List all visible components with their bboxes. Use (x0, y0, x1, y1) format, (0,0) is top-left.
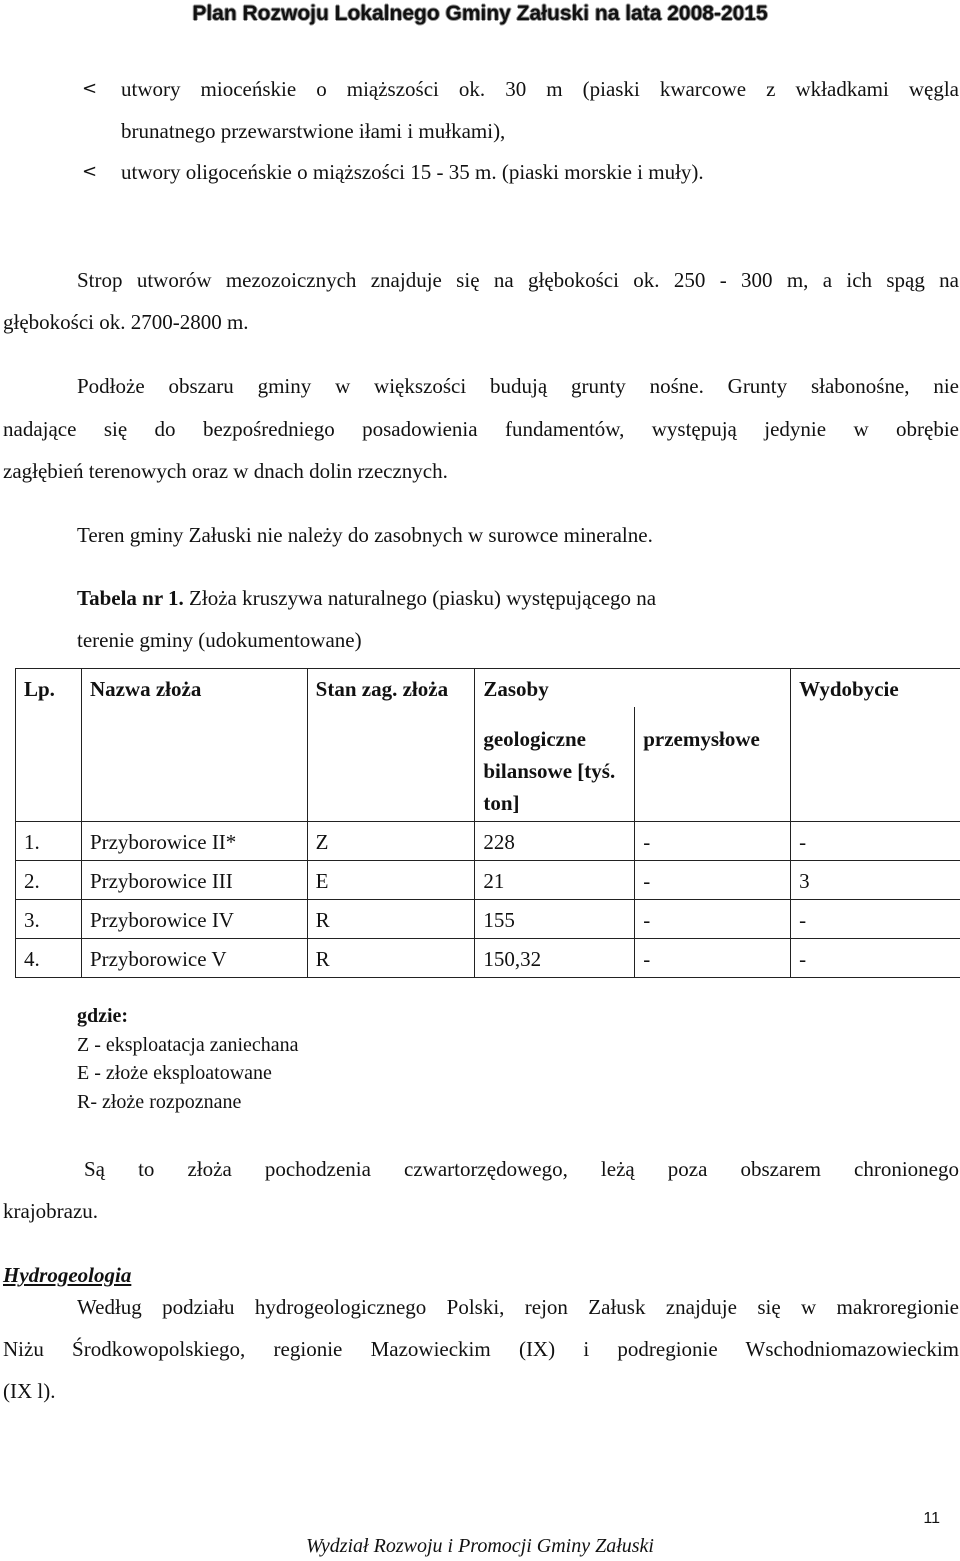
legend (77, 1002, 299, 1116)
header-industrial: przemysłowe (635, 707, 791, 822)
cell-state: E (307, 861, 475, 900)
hydro-line-2: Niżu Środkowopolskiego, regionie Mazowieckim (IX) i podregionie Wschodniomazowieckim (3, 1337, 959, 1361)
cell-state: R (307, 900, 475, 939)
hydro-line-3: (IX l). (3, 1379, 56, 1403)
table-row (16, 939, 960, 978)
cell-lp: 2. (16, 861, 82, 900)
table-row (16, 861, 960, 900)
cell-name: Przyborowice III (81, 861, 307, 900)
legend-title: gdzie: (77, 1005, 129, 1027)
page-number: 11 (923, 1510, 940, 1527)
paragraph-3: Teren gminy Załuski nie należy do zasobnych w surowce mineralne. (77, 523, 653, 547)
paragraph-2-line-3: zagłębień terenowych oraz w dnach dolin rzecznych. (3, 459, 448, 483)
bullet-arrow-icon: < (82, 161, 98, 182)
cell-name: Przyborowice II* (81, 822, 307, 861)
cell-industrial: - (635, 822, 791, 861)
table-caption (77, 588, 656, 609)
header-state: Stan zag. złoża (307, 669, 475, 822)
cell-industrial: - (635, 939, 791, 978)
cell-extraction: 3 (791, 861, 960, 900)
header-geological: geologiczne bilansowe [tyś. ton] (475, 707, 635, 822)
cell-extraction: - (791, 939, 960, 978)
cell-geological: 150,32 (475, 939, 635, 978)
legend-item: Z - eksploatacja zaniechana (77, 1033, 299, 1056)
table-caption-text: Złoża kruszywa naturalnego (piasku) występującego na (183, 586, 657, 610)
legend-item: R- złoże rozpoznane (77, 1090, 242, 1113)
cell-lp: 4. (16, 939, 82, 978)
paragraph-2-line-1: Podłoże obszaru gminy w większości budują grunty nośne. Grunty słabonośne, nie (77, 374, 959, 398)
table-row (16, 822, 960, 861)
paragraph-2-line-2: nadające się do bezpośredniego posadowienia fundamentów, występują jedynie w obrębie (3, 417, 959, 441)
bullet-arrow-icon: < (82, 78, 98, 99)
cell-lp: 3. (16, 900, 82, 939)
cell-name: Przyborowice IV (81, 900, 307, 939)
header-resources: Zasoby (475, 669, 791, 708)
paragraph-1-line-2: głębokości ok. 2700-2800 m. (3, 310, 249, 334)
cell-state: Z (307, 822, 475, 861)
header-name: Nazwa złoża (81, 669, 307, 822)
hydro-line-1: Według podziału hydrogeologicznego Polski, rejon Załusk znajduje się w makroregionie (77, 1295, 959, 1319)
bullet-1-line-1: utwory mioceńskie o miąższości ok. 30 m (piaski kwarcowe z wkładkami węgla (121, 77, 959, 101)
deposits-table (15, 668, 960, 978)
paragraph-1-line-1: Strop utworów mezozoicznych znajduje się na głębokości ok. 250 - 300 m, a ich spąg na (77, 268, 959, 292)
section-heading: Hydrogeologia (3, 1263, 132, 1287)
table-row (16, 900, 960, 939)
legend-item: E - złoże eksploatowane (77, 1062, 272, 1084)
paragraph-4-line-2: krajobrazu. (3, 1199, 99, 1223)
cell-lp: 1. (16, 822, 82, 861)
document-footer: Wydział Rozwoju i Promocji Gminy Załuski (306, 1535, 654, 1557)
document-header: Plan Rozwoju Lokalnego Gminy Załuski na lata 2008-2015 (192, 2, 768, 25)
bullet-2-line-1: utwory oligoceńskie o miąższości 15 - 35 m. (piaski morskie i muły). (121, 160, 704, 184)
header-lp: Lp. (16, 669, 82, 822)
table-caption-label: Tabela nr 1. (77, 586, 184, 610)
bullet-1-line-2: brunatnego przewarstwione iłami i mułkami), (121, 119, 506, 143)
cell-geological: 21 (475, 861, 635, 900)
cell-state: R (307, 939, 475, 978)
cell-extraction: - (791, 900, 960, 939)
header-extraction: Wydobycie (791, 669, 960, 822)
cell-industrial: - (635, 900, 791, 939)
cell-industrial: - (635, 861, 791, 900)
cell-geological: 228 (475, 822, 635, 861)
table-caption-line-2: terenie gminy (udokumentowane) (77, 628, 362, 652)
cell-name: Przyborowice V (81, 939, 307, 978)
cell-geological: 155 (475, 900, 635, 939)
paragraph-4-line-1: Są to złoża pochodzenia czwartorzędowego, leżą poza obszarem chronionego (84, 1157, 959, 1181)
cell-extraction: - (791, 822, 960, 861)
